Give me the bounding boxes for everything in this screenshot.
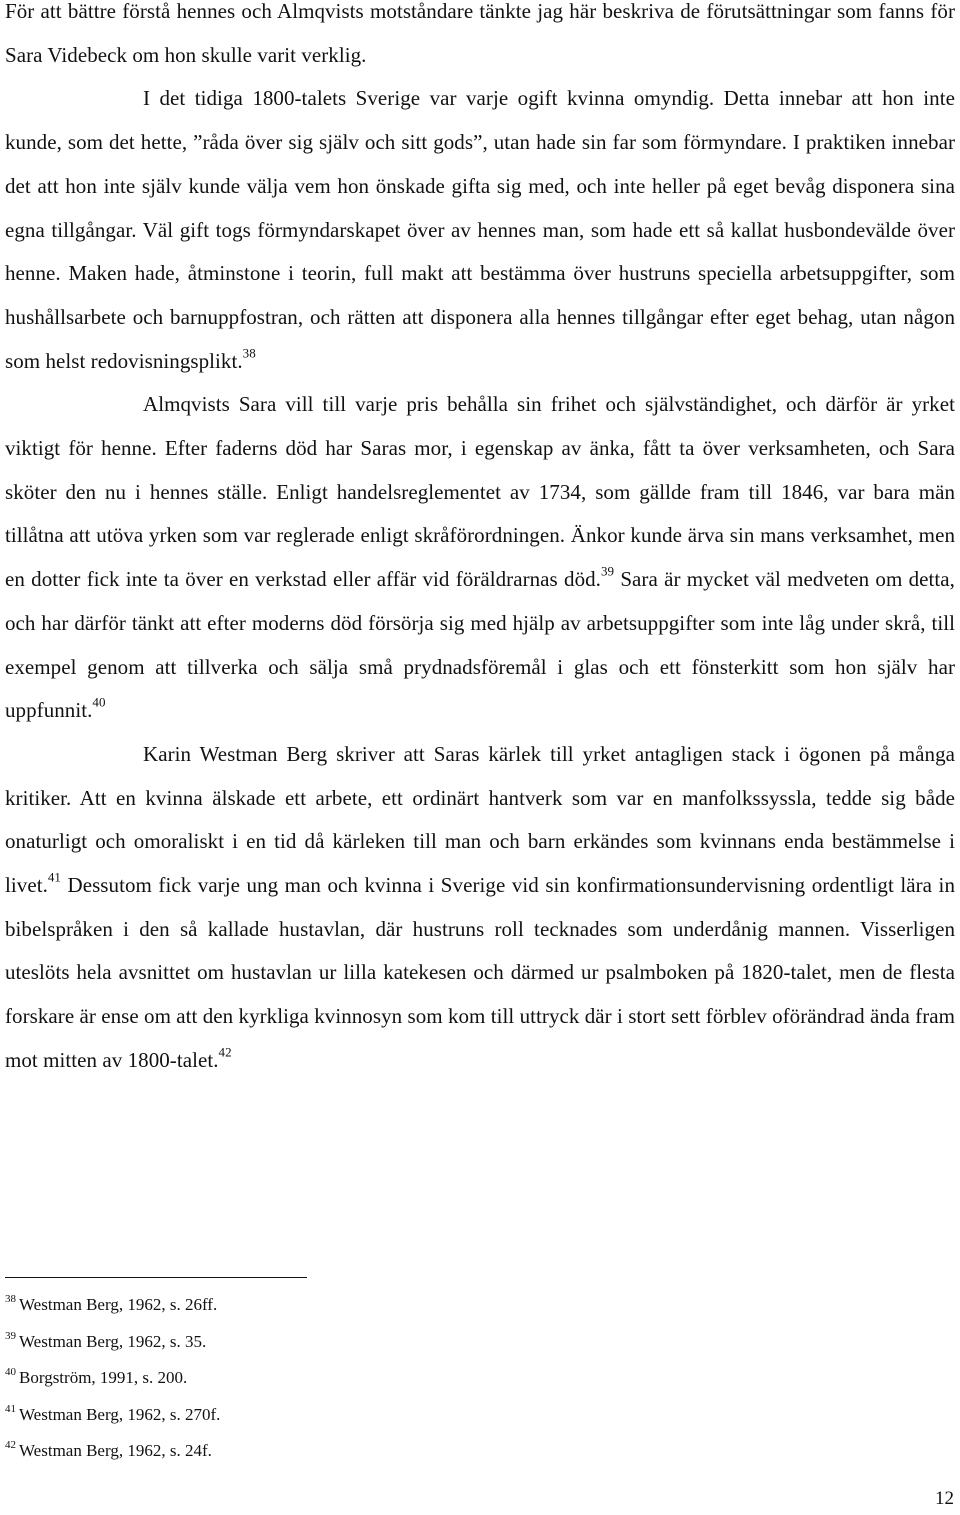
footnote-number: 42 <box>5 1439 16 1452</box>
footnote-reference: 39 <box>600 563 615 579</box>
footnote-text: Borgström, 1991, s. 200. <box>19 1368 188 1387</box>
footnote-text: Westman Berg, 1962, s. 26ff. <box>19 1295 218 1314</box>
body-text <box>5 0 955 1083</box>
footnote <box>5 1433 905 1470</box>
footnote <box>5 1360 905 1397</box>
footnote-number: 39 <box>5 1329 16 1342</box>
footnote-text: Westman Berg, 1962, s. 24f. <box>19 1441 212 1460</box>
footnote-number: 38 <box>5 1293 16 1306</box>
paragraph <box>5 383 955 733</box>
paragraph-text: Almqvists Sara vill till varje pris behålla sin frihet och självständighet, och därför är yrket viktigt för henne. Efter faderns död har Saras mor, i egenskap av änka, fått ta över verksamheten, och Sara sköter den nu i hennes ställe. Enligt handelsreglementet av 1734, som gällde fram till 1846, var bara män tillåtna att utöva yrken som var reglerade enligt skråförordningen. Änkor kunde ärva sin mans verksamhet, men en dotter fick inte ta över en verkstad eller affär vid föräldrarnas död. <box>5 392 955 592</box>
footnotes <box>5 1287 905 1470</box>
footnote-number: 40 <box>5 1366 16 1379</box>
footnote-reference: 41 <box>47 869 61 885</box>
footnote <box>5 1287 905 1324</box>
paragraph <box>5 733 955 1083</box>
paragraph-text: Karin Westman Berg skriver att Saras kärlek till yrket antagligen stack i ögonen på många kritiker. Att en kvinna älskade ett arbete, ett ordinärt hantverk som var en manfolkssyssla, tedde sig både onaturligt och omoraliskt i en tid då kärleken till man och barn erkändes som kvinnans enda bestämmelse i livet. <box>5 741 955 898</box>
footnote-reference: 40 <box>92 694 106 710</box>
paragraph-text: I det tidiga 1800-talets Sverige var varje ogift kvinna omyndig. Detta innebar att hon inte kunde, som det hette, ”råda över sig själv och sitt gods”, utan hade sin far som förmyndare. I praktiken innebar det att hon inte själv kunde välja vem hon önskade gifta sig med, och inte heller på eget bevåg disponera sina egna tillgångar. Väl gift togs förmyndarskapet över av hennes man, som hade ett så kallat husbondevälde över henne. Maken hade, åtminstone i teorin, full makt att bestämma över hustruns speciella arbetsuppgifter, som hushållsarbete och barnuppfostran, och rätten att disponera alla hennes tillgångar efter eget behag, utan någon som helst redovisningsplikt. <box>5 86 955 373</box>
page-number: 12 <box>935 1488 954 1509</box>
paragraph-text: Sara är mycket väl medveten om detta, och har därför tänkt att efter moderns död försörja sig med hjälp av arbetsuppgifter som inte låg under skrå, till exempel genom att tillverka och sälja små prydnadsföremål i glas och ett fönsterkitt som hon själv har uppfunnit. <box>5 567 955 723</box>
paragraph-text: Dessutom fick varje ung man och kvinna i Sverige vid sin konfirmationsundervisning ordentligt lära in bibelspråken i den så kallade hustavlan, där hustruns roll tecknades som underdånig mannen. Visserligen uteslöts hela avsnittet om hustavlan ur lilla katekesen och därmed ur psalmboken på 1820-talet, men de flesta forskare är ense om att den kyrkliga kvinnosyn som kom till uttryck där i stort sett förblev oförändrad ända fram mot mitten av 1800-talet. <box>5 873 955 1072</box>
footnote <box>5 1324 905 1361</box>
footnote-text: Westman Berg, 1962, s. 270f. <box>19 1404 221 1424</box>
paragraph <box>5 0 955 77</box>
footnote-reference: 42 <box>218 1044 232 1060</box>
paragraph <box>5 77 955 383</box>
footnote-reference: 38 <box>242 345 256 361</box>
footnote <box>5 1397 905 1434</box>
footnote-text: Westman Berg, 1962, s. 35. <box>19 1331 207 1351</box>
footnote-separator <box>5 1277 307 1278</box>
footnote-number: 41 <box>5 1402 16 1415</box>
paragraph-text: För att bättre förstå hennes och Almqvists motståndare tänkte jag här beskriva de förutsättningar som fanns för Sara Videbeck om hon skulle varit verklig. <box>5 0 955 67</box>
